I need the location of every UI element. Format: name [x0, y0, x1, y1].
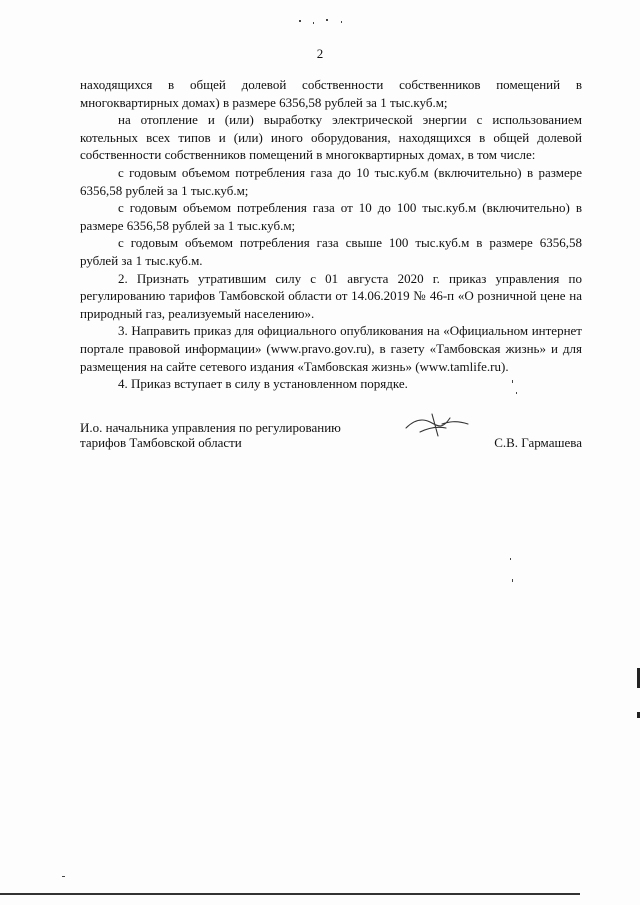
scan-speck [512, 579, 513, 582]
paragraph-volume-10-to-100: с годовым объемом потребления газа от 10 до 100 тыс.куб.м (включительно) в размере 6356,58 рублей за 1 тыс.куб.м; [80, 200, 582, 233]
paragraph-item-4-effect: 4. Приказ вступает в силу в установленном порядке. [118, 376, 408, 392]
paragraph-ownership-continuation: находящихся в общей долевой собственности собственников помещений в многоквартирных домах) в размере 6356,58 рублей за 1 тыс.куб.м; [80, 77, 582, 110]
paragraph-item-3-publication: 3. Направить приказ для официального опубликования на «Официальном интернет портале правовой информации» (www.pravo.gov.ru), в газету «Тамбовская жизнь» и для размещения на сайте сетевого издания «Тамбовская жизнь» (www.tamlife.ru). [80, 323, 582, 374]
page-number: 2 [316, 46, 324, 61]
paragraph-heating-boilers: на отопление и (или) выработку электрической энергии с использованием котельных всех типов и (или) иного оборудования, находящихся в общей долевой собственности собственников помещений в многоквартирных домах, в том числе: [80, 112, 582, 163]
scan-bottom-edge [0, 893, 580, 895]
paragraph-item-2-repeal: 2. Признать утратившим силу с 01 августа 2020 г. приказ управления по регулированию тарифов Тамбовской области от 14.06.2019 № 46-п «О розничной цене на природный газ, реализуемый населению». [80, 270, 582, 321]
signatory-position: И.о. начальника управления по регулированию тарифов Тамбовской области [80, 420, 341, 450]
scan-speck [313, 22, 314, 24]
scan-speck [62, 876, 65, 877]
paragraph-volume-over-100: с годовым объемом потребления газа свыше 100 тыс.куб.м в размере 6356,58 рублей за 1 тыс.куб.м. [80, 235, 582, 268]
paragraph-volume-up-to-10: с годовым объемом потребления газа до 10 тыс.куб.м (включительно) в размере 6356,58 рублей за 1 тыс.куб.м; [80, 164, 582, 198]
scan-speck [512, 380, 513, 383]
scan-speck [326, 19, 328, 21]
scan-speck [341, 21, 342, 23]
scan-speck [516, 392, 517, 394]
document-body [80, 76, 582, 393]
scan-speck [510, 558, 511, 560]
scan-speck [299, 20, 301, 22]
handwritten-signature [402, 406, 472, 446]
signatory-name: С.В. Гармашева [494, 435, 582, 450]
